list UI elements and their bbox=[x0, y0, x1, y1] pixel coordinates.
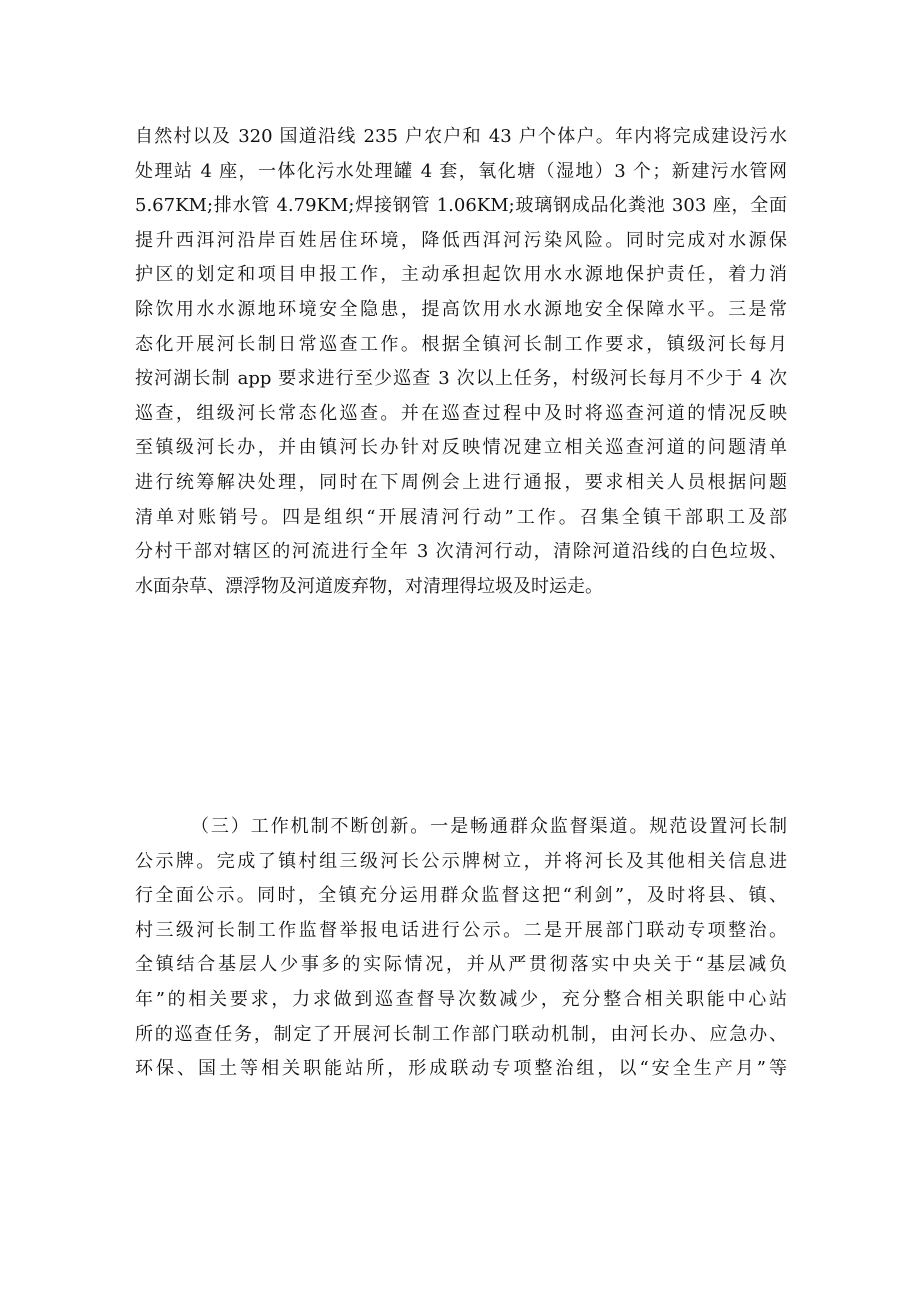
paragraph-work-mechanism bbox=[135, 810, 787, 1087]
text-line: 自然村以及 320 国道沿线 235 户农户和 43 户个体户。年内将完成建设污水 bbox=[135, 126, 787, 147]
text-line: 公示牌。完成了镇村组三级河长公示牌树立，并将河长及其他相关信息进 bbox=[135, 850, 787, 872]
text-line: 护区的划定和项目申报工作，主动承担起饮用水水源地保护责任，着力消 bbox=[135, 264, 787, 286]
text-line: 处理站 4 座，一体化污水处理罐 4 套，氧化塘（湿地）3 个；新建污水管网 bbox=[135, 160, 787, 182]
text-line: 环保、国土等相关职能站所，形成联动专项整治组，以“安全生产月”等 bbox=[135, 1058, 787, 1080]
text-line: 年”的相关要求，力求做到巡查督导次数减少，充分整合相关职能中心站 bbox=[135, 988, 787, 1010]
text-line: 按河湖长制 app 要求进行至少巡查 3 次以上任务，村级河长每月不少于 4 次 bbox=[135, 368, 787, 390]
text-line: 进行统筹解决处理，同时在下周例会上进行通报，要求相关人员根据问题 bbox=[135, 471, 787, 493]
text-line: 除饮用水水源地环境安全隐患，提高饮用水水源地安全保障水平。三是常 bbox=[135, 298, 787, 320]
text-line: 所的巡查任务，制定了开展河长制工作部门联动机制，由河长办、应急办、 bbox=[135, 1023, 787, 1045]
text-line: 村三级河长制工作监督举报电话进行公示。二是开展部门联动专项整治。 bbox=[135, 919, 787, 941]
text-line: 分村干部对辖区的河流进行全年 3 次清河行动，清除河道沿线的白色垃圾、 bbox=[135, 541, 787, 563]
paragraph-river-governance bbox=[135, 120, 787, 604]
text-line: 态化开展河长制日常巡查工作。根据全镇河长制工作要求，镇级河长每月 bbox=[135, 333, 787, 355]
text-line: 行全面公示。同时，全镇充分运用群众监督这把“利剑”，及时将县、镇、 bbox=[135, 885, 787, 907]
text-line: 水面杂草、漂浮物及河道废弃物，对清理得垃圾及时运走。 bbox=[135, 575, 603, 597]
text-line: 清单对账销号。四是组织“开展清河行动”工作。召集全镇干部职工及部 bbox=[135, 506, 787, 528]
text-line: 5.67KM;排水管 4.79KM;焊接钢管 1.06KM;玻璃钢成品化粪池 303 座，全面 bbox=[135, 195, 787, 217]
text-line: 巡查，组级河长常态化巡查。并在巡查过程中及时将巡查河道的情况反映 bbox=[135, 402, 787, 424]
text-line: 全镇结合基层人少事多的实际情况，并从严贯彻落实中央关于“基层减负 bbox=[135, 954, 787, 976]
text-line: 至镇级河长办，并由镇河长办针对反映情况建立相关巡查河道的问题清单 bbox=[135, 437, 787, 459]
text-line: （三）工作机制不断创新。一是畅通群众监督渠道。规范设置河长制 bbox=[191, 816, 787, 837]
text-line: 提升西洱河沿岸百姓居住环境，降低西洱河污染风险。同时完成对水源保 bbox=[135, 229, 787, 251]
